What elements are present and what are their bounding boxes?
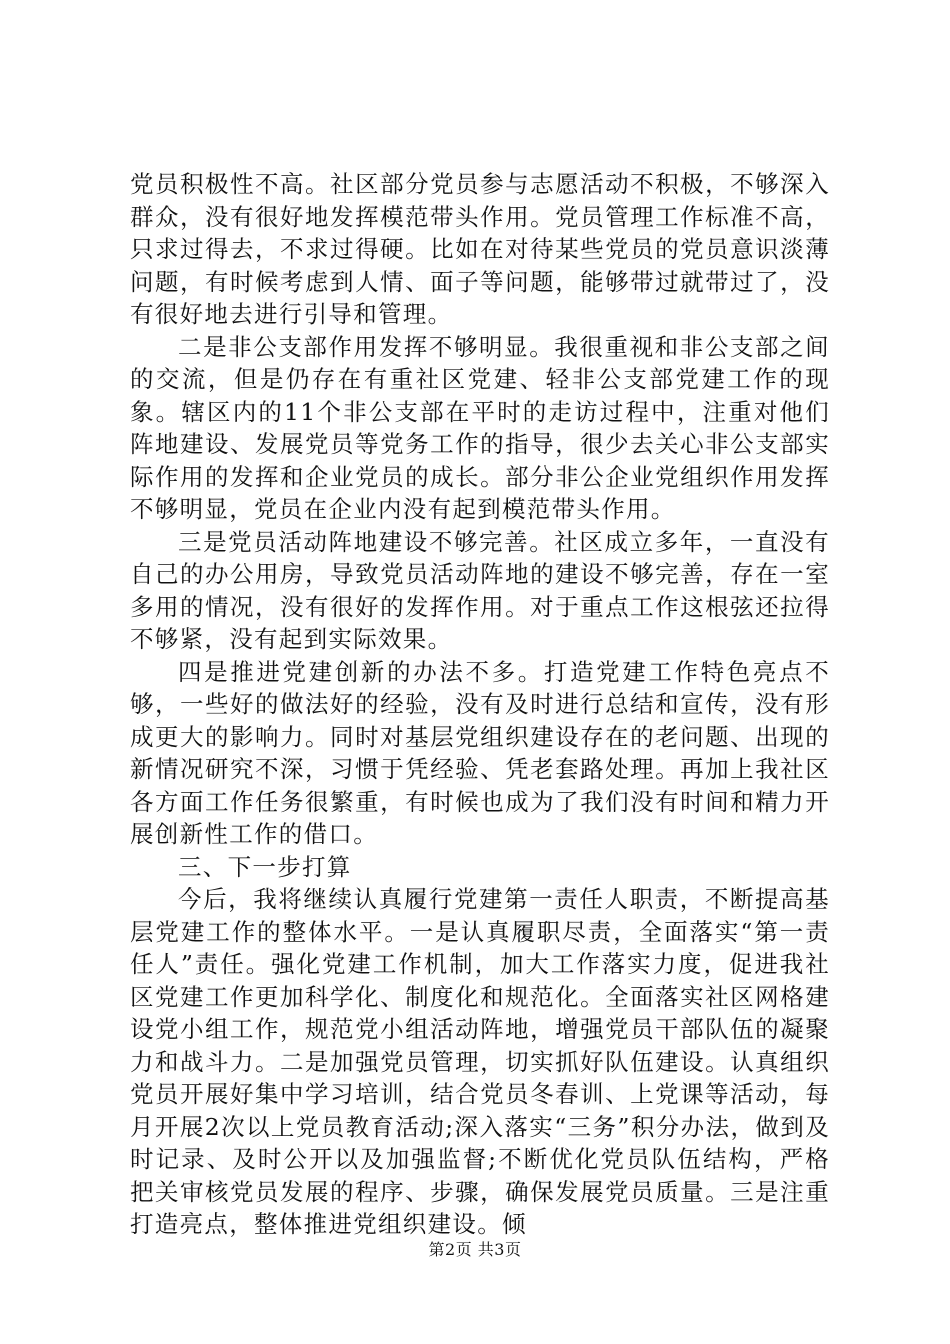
document-body [130, 168, 830, 1241]
section-heading: 三、下一步打算 [178, 852, 352, 881]
paragraph-1: 党员积极性不高。社区部分党员参与志愿活动不积极，不够深入群众，没有很好地发挥模范带头作用。党员管理工作标准不高，只求过得去，不求过得硬。比如在对待某些党员的党员意识淡薄问题，有时候考虑到人情、面子等问题，能够带过就带过了，没有很好地去进行引导和管理。 [130, 170, 830, 328]
paragraph-4: 四是推进党建创新的办法不多。打造党建工作特色亮点不够，一些好的做法好的经验，没有及时进行总结和宣传，没有形成更大的影响力。同时对基层党组织建设存在的老问题、出现的新情况研究不深，习惯于凭经验、凭老套路处理。再加上我社区各方面工作任务很繁重，有时候也成为了我们没有时间和精力开展创新性工作的借口。 [130, 657, 830, 848]
page-footer: 第2页 共3页 [428, 1240, 522, 1259]
paragraph-5: 今后，我将继续认真履行党建第一责任人职责，不断提高基层党建工作的整体水平。一是认真履职尽责，全面落实“第一责任人”责任。强化党建工作机制，加大工作落实力度，促进我社区党建工作更加科学化、制度化和规范化。全面落实社区网格建设党小组工作，规范党小组活动阵地，增强党员干部队伍的凝聚力和战斗力。二是加强党员管理，切实抓好队伍建设。认真组织党员开展好集中学习培训，结合党员冬春训、上党课等活动，每月开展2次以上党员教育活动;深入落实“三务”积分办法，做到及时记录、及时公开以及加强监督;不断优化党员队伍结构，严格把关审核党员发展的程序、步骤，确保发展党员质量。三是注重打造亮点，整体推进党组织建设。倾 [130, 885, 830, 1238]
paragraph-3: 三是党员活动阵地建设不够完善。社区成立多年，一直没有自己的办公用房，导致党员活动阵地的建设不够完善，存在一室多用的情况，没有很好的发挥作用。对于重点工作这根弦还拉得不够紧，没有起到实际效果。 [130, 527, 830, 653]
paragraph-2: 二是非公支部作用发挥不够明显。我很重视和非公支部之间的交流，但是仍存在有重社区党建、轻非公支部党建工作的现象。辖区内的11个非公支部在平时的走访过程中，注重对他们阵地建设、发展党员等党务工作的指导，很少去关心非公支部实际作用的发挥和企业党员的成长。部分非公企业党组织作用发挥不够明显，党员在企业内没有起到模范带头作用。 [130, 332, 830, 523]
